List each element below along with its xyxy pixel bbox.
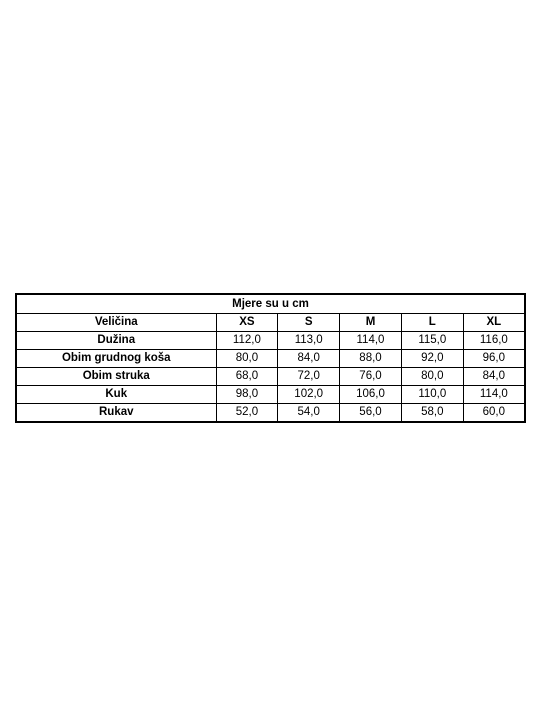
- header-size: M: [340, 314, 402, 332]
- header-size: XS: [216, 314, 278, 332]
- row-label: Obim struka: [16, 368, 216, 386]
- table-cell: 68,0: [216, 368, 278, 386]
- table-cell: 60,0: [463, 404, 525, 423]
- header-size: L: [401, 314, 463, 332]
- table-cell: 106,0: [340, 386, 402, 404]
- table-row: [16, 386, 525, 404]
- table-cell: 114,0: [463, 386, 525, 404]
- table-cell: 98,0: [216, 386, 278, 404]
- table-cell: 58,0: [401, 404, 463, 423]
- table-row: [16, 332, 525, 350]
- table-cell: 84,0: [463, 368, 525, 386]
- header-size: S: [278, 314, 340, 332]
- table-cell: 110,0: [401, 386, 463, 404]
- table-cell: 72,0: [278, 368, 340, 386]
- table-title: Mjere su u cm: [16, 294, 525, 314]
- table-header-row: [16, 314, 525, 332]
- table-cell: 52,0: [216, 404, 278, 423]
- table-cell: 80,0: [216, 350, 278, 368]
- table-cell: 92,0: [401, 350, 463, 368]
- size-table: [15, 293, 526, 423]
- table-row: [16, 368, 525, 386]
- table-row: [16, 350, 525, 368]
- table-row: [16, 404, 525, 423]
- row-label: Rukav: [16, 404, 216, 423]
- header-size: XL: [463, 314, 525, 332]
- table-cell: 88,0: [340, 350, 402, 368]
- row-label: Obim grudnog koša: [16, 350, 216, 368]
- table-cell: 76,0: [340, 368, 402, 386]
- row-label: Kuk: [16, 386, 216, 404]
- header-label: Veličina: [16, 314, 216, 332]
- table-cell: 96,0: [463, 350, 525, 368]
- table-cell: 84,0: [278, 350, 340, 368]
- table-cell: 115,0: [401, 332, 463, 350]
- table-cell: 113,0: [278, 332, 340, 350]
- table-cell: 112,0: [216, 332, 278, 350]
- row-label: Dužina: [16, 332, 216, 350]
- table-cell: 56,0: [340, 404, 402, 423]
- table-cell: 54,0: [278, 404, 340, 423]
- size-chart: [15, 293, 524, 423]
- table-cell: 114,0: [340, 332, 402, 350]
- table-cell: 80,0: [401, 368, 463, 386]
- table-title-row: [16, 294, 525, 314]
- table-cell: 116,0: [463, 332, 525, 350]
- table-cell: 102,0: [278, 386, 340, 404]
